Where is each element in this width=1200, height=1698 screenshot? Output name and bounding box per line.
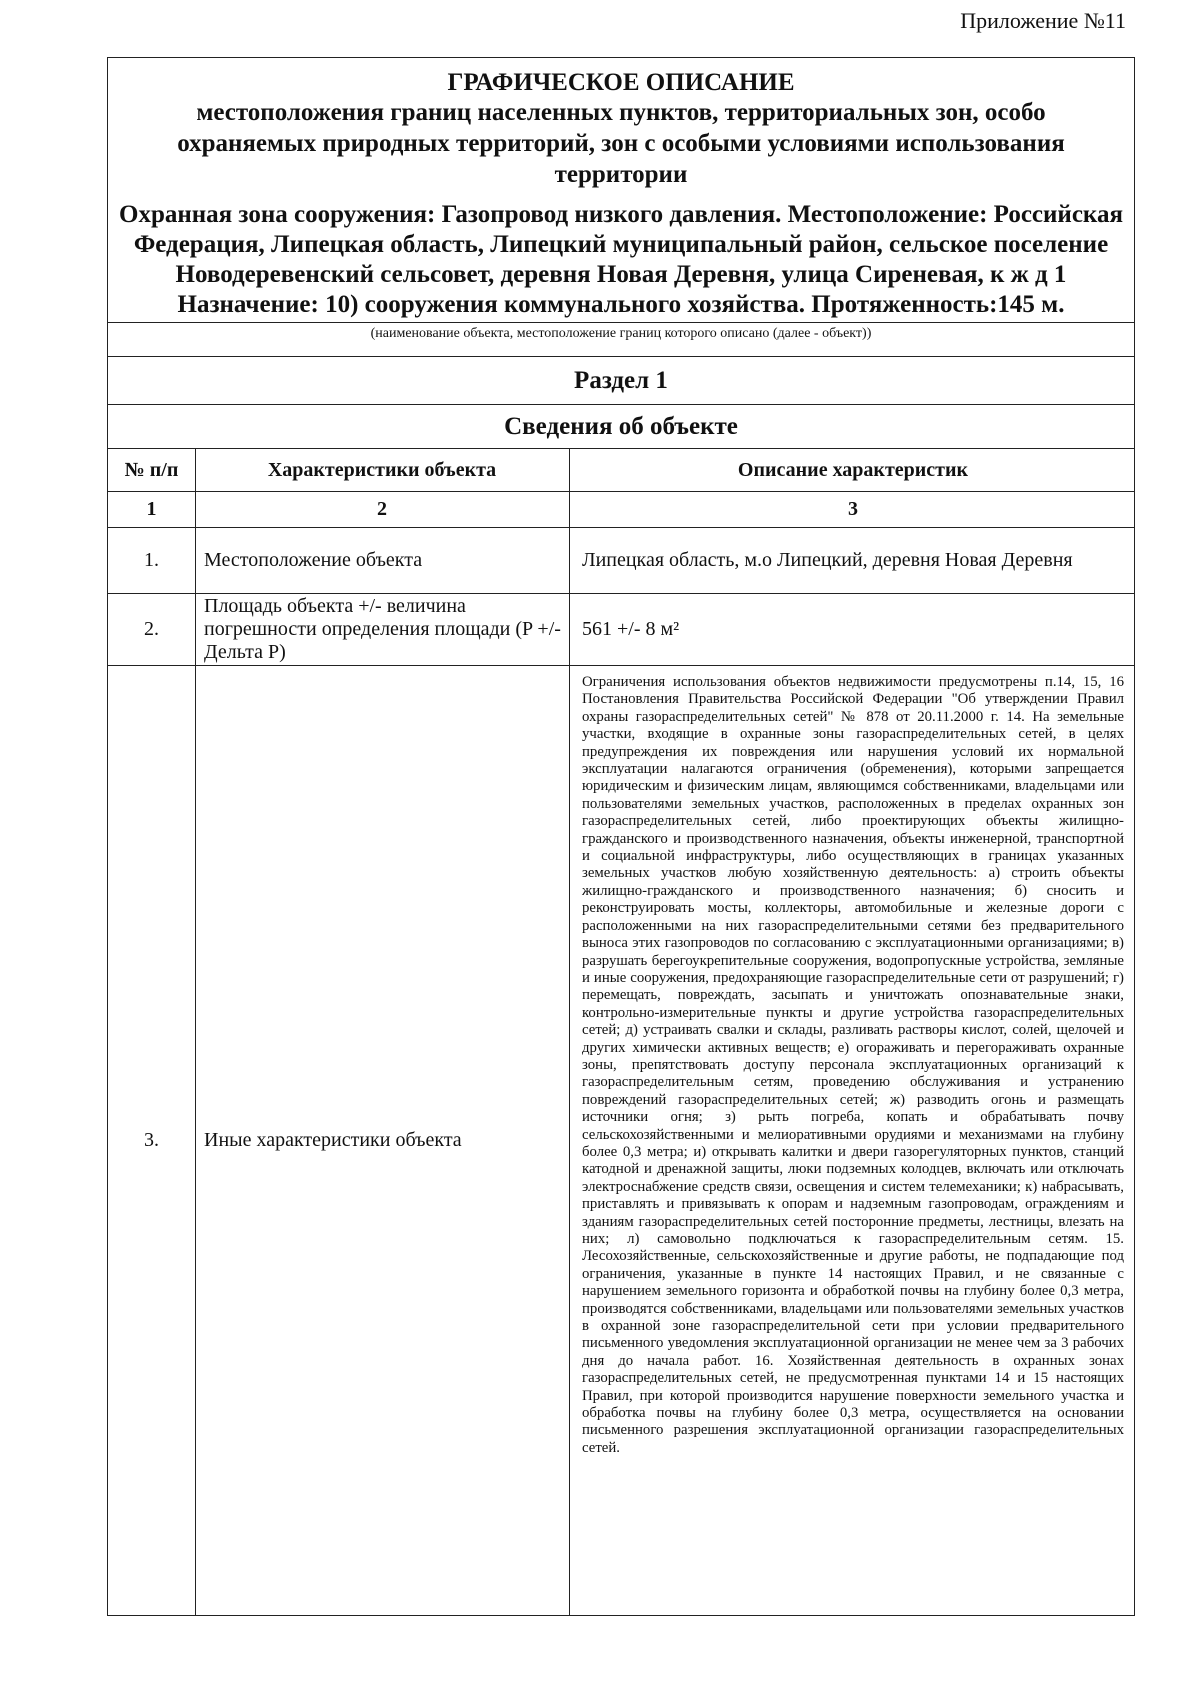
column-header-description: Описание характеристик [570, 449, 1135, 492]
row-number: 2. [108, 594, 196, 666]
column-number: 3 [570, 492, 1135, 528]
document-subtitle: местоположения границ населенных пунктов, территориальных зон, особо охраняемых природных территорий, зон с особыми условиями использования территории [177, 99, 1065, 188]
document-frame [107, 57, 1135, 1616]
table-row [108, 594, 1134, 666]
column-number: 1 [108, 492, 196, 528]
table-row [108, 666, 1134, 1616]
object-description: Охранная зона сооружения: Газопровод низкого давления. Местоположение: Российская Федерация, Липецкая область, Липецкий муниципальный район, сельское поселение Новодеревенский сельсовет, деревня Новая Деревня, улица Сиреневая, к ж д 1 [119, 201, 1123, 288]
info-title: Сведения об объекте [108, 404, 1134, 448]
column-header-number: № п/п [108, 449, 196, 492]
object-info-table [108, 448, 1134, 1615]
column-number: 2 [196, 492, 570, 528]
object-note: (наименование объекта, местоположение границ которого описано (далее - объект)) [108, 322, 1134, 356]
section-title: Раздел 1 [108, 356, 1134, 404]
object-purpose: Назначение: 10) сооружения коммунального хозяйства. Протяженность:145 м. [177, 291, 1065, 318]
row-description: Ограничения использования объектов недвижимости предусмотрены п.14, 15, 16 Постановления Правительства Российской Федерации "Об утверждении Правил охраны газораспределительных сетей" № 878 от 20.11.2000 г. 14. На земельные участки, входящие в охранные зоны газораспределительных сетей, в целях предупреждения их повреждения или нарушения условий их нормальной эксплуатации налагаются ограничения (обременения), которыми запрещается юридическим и физическим лицам, являющимся собственниками, владельцами или пользователями земельных участков, расположенных в пределах охранных зон газораспределительных сетей, либо проектирующих объекты жилищно-гражданского и производственного назначения, объекты инженерной, транспортной и социальной инфраструктуры, либо осуществляющих в границах указанных земельных участков любую хозяйственную деятельность: а) строить объекты жилищно-гражданского и производственного назначения; б) сносить и реконструировать мосты, коллекторы, автомобильные и железные дороги с расположенными на них газораспределительными сетями без предварительного выноса этих газопроводов по согласованию с эксплуатационными организациями; в) разрушать берегоукрепительные сооружения, водопропускные устройства, земляные и иные сооружения, предохраняющие газораспределительные сети от разрушений; г) перемещать, повреждать, засыпать и уничтожать опознавательные знаки, контрольно-измерительные пункты и другие устройства газораспределительных сетей; д) устраивать свалки и склады, разливать растворы кислот, солей, щелочей и других химически активных веществ; е) огораживать и перегораживать охранные зоны, препятствовать доступу персонала эксплуатационных организаций к газораспределительным сетям, проведению обслуживания и устранению повреждений газораспределительных сетей; ж) разводить огонь и размещать источники огня; з) рыть погреба, копать и обрабатывать почву сельскохозяйственными и мелиоративными орудиями и механизмами на глубину более 0,3 метра; и) открывать калитки и двери газорегуляторных пунктов, станций катодной и дренажной защиты, люки подземных колодцев, включать или отключать электроснабжение средств связи, освещения и систем телемеханики; к) набрасывать, приставлять и привязывать к опорам и надземным газопроводам, ограждениям и зданиям газораспределительных сетей посторонние предметы, лестницы, влезать на них; л) самовольно подключаться к газораспределительным сетям. 15. Лесохозяйственные, сельскохозяйственные и другие работы, не подпадающие под ограничения, указанные в пункте 14 настоящих Правил, и не связанные с нарушением земельного горизонта и обработкой почвы на глубину более 0,3 метра, производятся собственниками, владельцами или пользователями земельных участков в охранной зоне газораспределительной сети при условии предварительного письменного уведомления эксплуатационной организации не менее чем за 3 рабочих дня до начала работ. 16. Хозяйственная деятельность в охранных зонах газораспределительных сетей, не предусмотренная пунктами 14 и 15 настоящих Правил, при которой производится нарушение поверхности земельного участка и обработка почвы на глубину более 0,3 метра, осуществляется на основании письменного разрешения эксплуатационной организации газораспределительных сетей. [570, 666, 1135, 1616]
row-number: 3. [108, 666, 196, 1616]
row-characteristic: Местоположение объекта [196, 528, 570, 594]
document-header [108, 58, 1134, 322]
column-header-characteristics: Характеристики объекта [196, 449, 570, 492]
row-characteristic: Иные характеристики объекта [196, 666, 570, 1616]
row-description: 561 +/- 8 м² [570, 594, 1135, 666]
table-row [108, 528, 1134, 594]
row-description: Липецкая область, м.о Липецкий, деревня Новая Деревня [570, 528, 1135, 594]
document-title: ГРАФИЧЕСКОЕ ОПИСАНИЕ [447, 69, 795, 96]
row-number: 1. [108, 528, 196, 594]
table-number-row [108, 492, 1134, 528]
table-header-row [108, 449, 1134, 492]
appendix-label: Приложение №11 [960, 8, 1126, 33]
row-characteristic: Площадь объекта +/- величина погрешности определения площади (P +/- Дельта P) [196, 594, 570, 666]
